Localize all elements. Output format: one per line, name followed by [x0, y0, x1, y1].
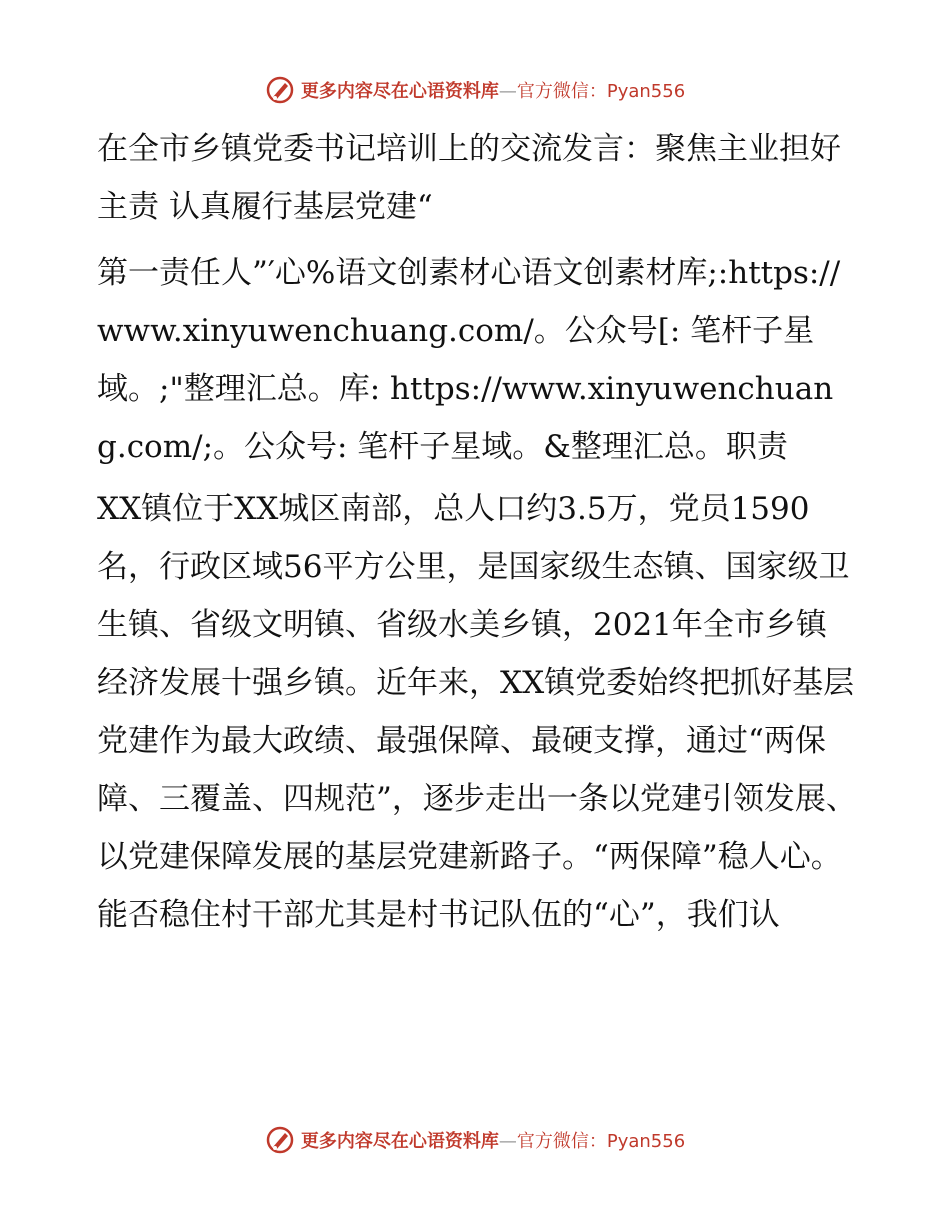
document-title: 在全市乡镇党委书记培训上的交流发言：聚焦主业担好主责 认真履行基层党建“	[97, 131, 841, 225]
document-body	[97, 120, 857, 954]
watermark-separator: —	[498, 1131, 517, 1152]
watermark-site-text: 更多内容尽在心语资料库	[300, 81, 499, 102]
watermark-wechat-label: 官方微信：	[516, 81, 607, 102]
footer-watermark	[0, 1120, 950, 1160]
paragraph-2: XX镇位于XX城区南部，总人口约3.5万，党员1590名，行政区域56平方公里，是国家级生态镇、国家级卫生镇、省级文明镇、省级水美乡镇，2021年全市乡镇经济发展十强乡镇。近年来，XX镇党委始终把抓好基层党建作为最大政绩、最强保障、最硬支撑，通过“两保障、三覆盖、四规范”，逐步走出一条以党建引领发展、以党建保障发展的基层党建新路子。“两保障”稳人心。能否稳住村干部尤其是村书记队伍的“心”，我们认	[97, 491, 857, 933]
header-watermark	[0, 70, 950, 110]
watermark-wechat-id: Pyan556	[606, 1131, 686, 1152]
watermark-site-text: 更多内容尽在心语资料库	[300, 1131, 499, 1152]
pen-logo-icon	[265, 75, 295, 105]
watermark-wechat-label: 官方微信：	[516, 1131, 607, 1152]
watermark-wechat-id: Pyan556	[606, 81, 686, 102]
pen-logo-icon	[265, 1125, 295, 1155]
watermark-separator: —	[498, 81, 517, 102]
paragraph-1: 第一责任人”′心%语文创素材心语文创素材库;:https://www.xinyuwenchuang.com/。公众号[: 笔杆子星域。;"整理汇总。库: https://www.xinyuwenchuang.com/;。公众号: 笔杆子星域。&整理汇总。职责	[97, 255, 841, 465]
